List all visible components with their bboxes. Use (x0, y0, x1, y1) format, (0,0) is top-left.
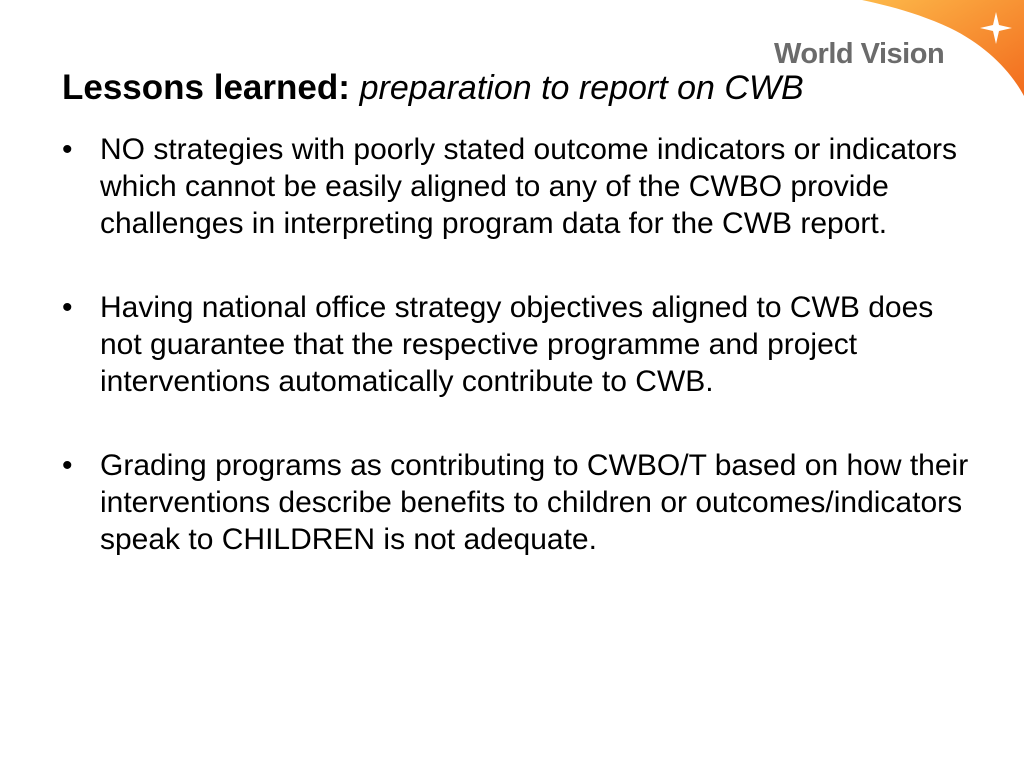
bullet-marker: • (62, 133, 73, 166)
slide-title (62, 66, 804, 110)
bullet-item (62, 131, 982, 242)
logo-wordmark: World Vision (774, 38, 945, 70)
bullet-text: NO strategies with poorly stated outcome indicators or indicators which cannot be easily aligned to any of the CWBO provide challenges in interpreting program data for the CWB report. (100, 133, 958, 240)
bullet-item (62, 447, 982, 558)
bullet-list (62, 131, 982, 605)
bullet-text: Having national office strategy objectives aligned to CWB does not guarantee that the respective programme and project interventions automatically contribute to CWB. (100, 291, 934, 398)
bullet-item (62, 289, 982, 400)
bullet-text: Grading programs as contributing to CWBO/T based on how their interventions describe benefits to children or outcomes/indicators speak to CHILDREN is not adequate. (100, 449, 969, 556)
title-bold: Lessons learned: (62, 68, 350, 107)
bullet-marker: • (62, 291, 73, 324)
bullet-marker: • (62, 449, 73, 482)
title-italic: preparation to report on CWB (359, 69, 804, 107)
